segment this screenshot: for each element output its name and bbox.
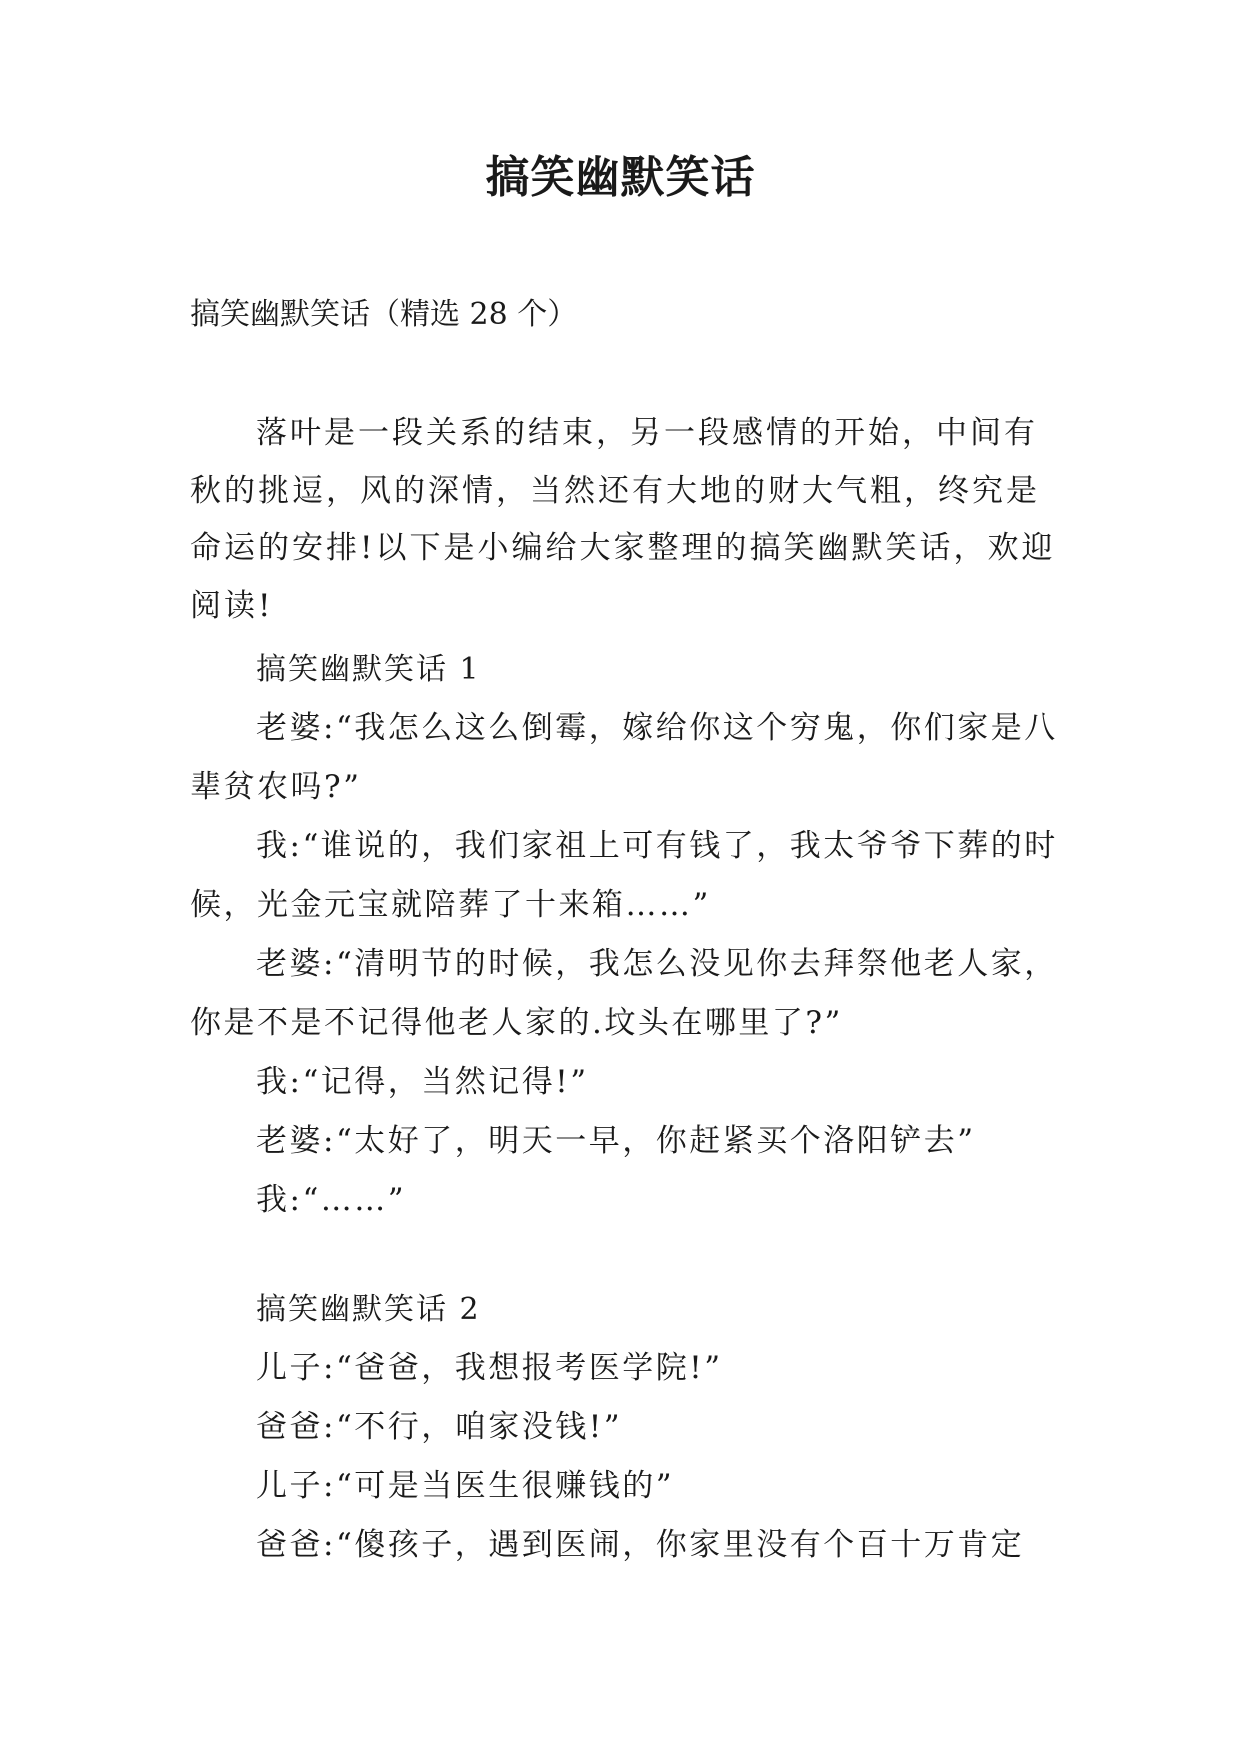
dialogue-line: 老婆:“太好了，明天一早，你赶紧买个洛阳铲去” <box>256 1123 976 1159</box>
dialogue-line: 我:“记得，当然记得!” <box>256 1064 589 1100</box>
joke-section-1 <box>190 640 1070 1230</box>
dialogue-line: 我:“……” <box>256 1182 407 1218</box>
dialogue-line: 爸爸:“不行，咱家没钱!” <box>256 1409 623 1445</box>
document-title: 搞笑幽默笑话 <box>485 152 756 203</box>
dialogue-line: 老婆:“我怎么这么倒霉，嫁给你这个穷鬼，你们家是八辈贫农吗?” <box>190 710 1058 805</box>
dialogue-line: 儿子:“可是当医生很赚钱的” <box>256 1468 675 1504</box>
dialogue-line: 儿子:“爸爸，我想报考医学院!” <box>256 1350 723 1386</box>
joke-section-2 <box>190 1280 1070 1575</box>
document-subtitle: 搞笑幽默笑话（精选 28 个） <box>190 297 578 332</box>
intro-paragraph: 落叶是一段关系的结束，另一段感情的开始，中间有秋的挑逗，风的深情，当然还有大地的财大气粗，终究是命运的安排!以下是小编给大家整理的搞笑幽默笑话，欢迎阅读! <box>190 415 1056 624</box>
section-heading: 搞笑幽默笑话 1 <box>256 652 481 687</box>
dialogue-line: 老婆:“清明节的时候，我怎么没见你去拜祭他老人家，你是不是不记得他老人家的.坟头在哪里了?” <box>190 946 1058 1041</box>
section-heading: 搞笑幽默笑话 2 <box>256 1292 481 1327</box>
dialogue-line: 爸爸:“傻孩子，遇到医闹，你家里没有个百十万肯定 <box>256 1527 1025 1563</box>
dialogue-line: 我:“谁说的，我们家祖上可有钱了，我太爷爷下葬的时候，光金元宝就陪葬了十来箱……” <box>190 828 1058 923</box>
